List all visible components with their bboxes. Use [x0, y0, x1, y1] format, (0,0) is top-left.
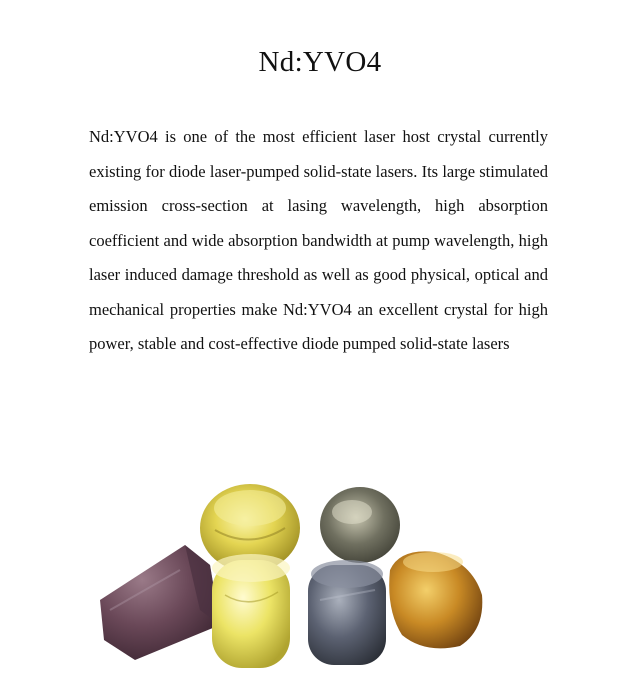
crystal-yellow-center [212, 554, 290, 668]
crystal-slate-top [320, 487, 400, 563]
description-paragraph: Nd:YVO4 is one of the most efficient laser host crystal currently existing for diode laser-pumped solid-state lasers. Its large stimulated emission cross-section at lasing wavelength, high absorption coefficient and wide absorption bandwidth at pump wavelength, high laser induced damage threshold as well as good physical, optical and mechanical properties make Nd:YVO4 an excellent crystal for high power, stable and cost-effective diode pumped solid-state lasers [89, 127, 548, 353]
crystal-amber-right [389, 551, 482, 648]
crystal-purple-left [100, 545, 220, 660]
crystal-slate-center [308, 560, 386, 665]
document-title: Nd:YVO4 [258, 46, 382, 78]
crystal-photo [90, 470, 510, 679]
